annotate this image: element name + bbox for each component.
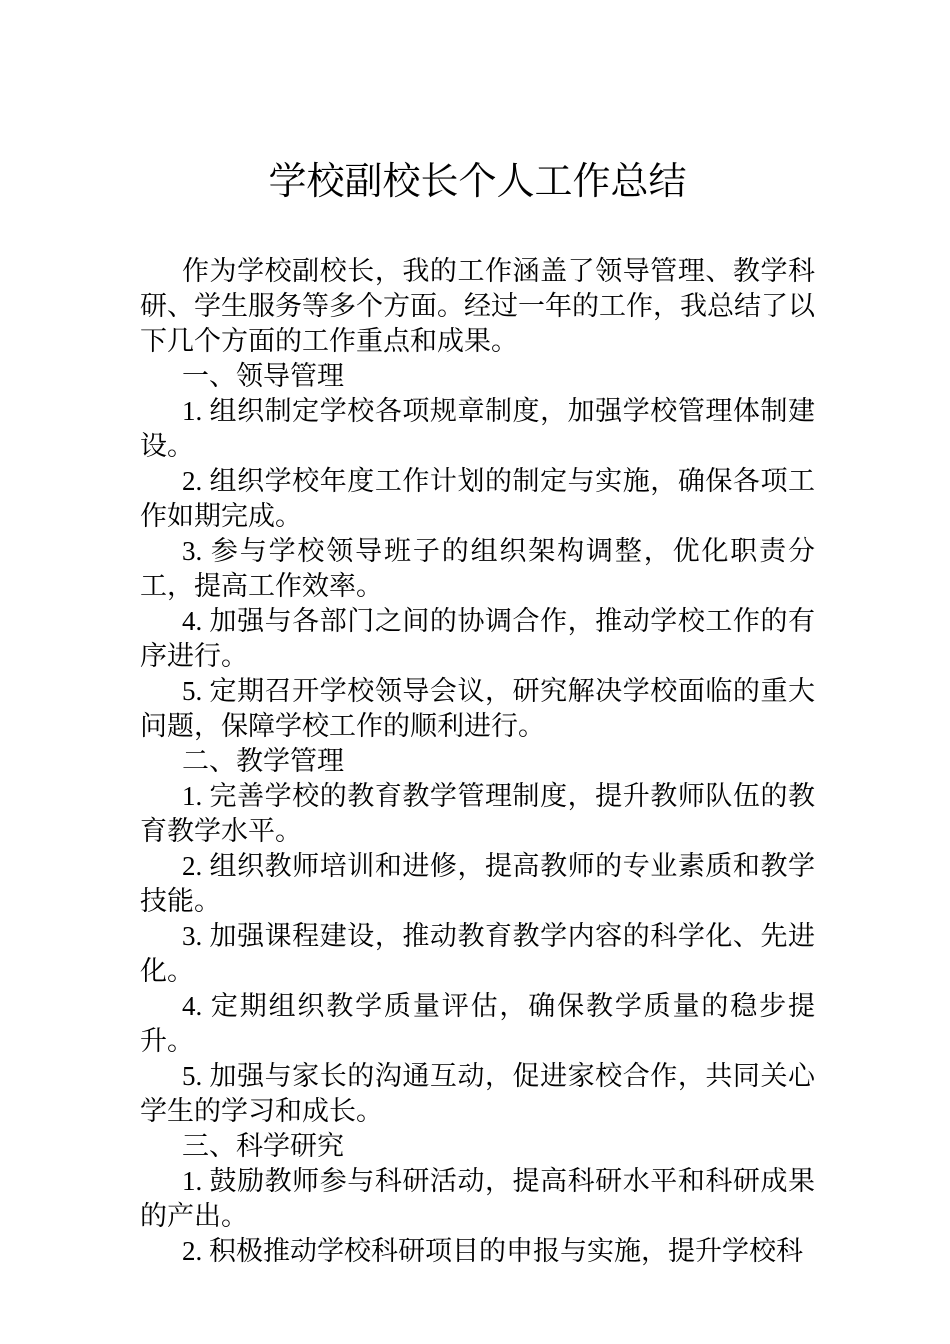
paragraph: 2. 积极推动学校科研项目的申报与实施，提升学校科 xyxy=(182,1235,803,1266)
paragraph: 2. 组织学校年度工作计划的制定与实施，确保各项工作如期完成。 xyxy=(140,465,815,531)
paragraph: 5. 定期召开学校领导会议，研究解决学校面临的重大问题，保障学校工作的顺利进行。 xyxy=(140,675,815,741)
document-title: 学校副校长个人工作总结 xyxy=(268,161,687,203)
paragraph: 二、教学管理 xyxy=(182,745,344,776)
paragraph: 3. 参与学校领导班子的组织架构调整，优化职责分工，提高工作效率。 xyxy=(140,535,815,601)
paragraph: 1. 组织制定学校各项规章制度，加强学校管理体制建设。 xyxy=(140,395,815,461)
paragraph: 2. 组织教师培训和进修，提高教师的专业素质和教学技能。 xyxy=(140,850,815,916)
paragraph: 4. 定期组织教学质量评估，确保教学质量的稳步提升。 xyxy=(140,990,815,1056)
paragraph: 4. 加强与各部门之间的协调合作，推动学校工作的有序进行。 xyxy=(140,605,815,671)
paragraph: 5. 加强与家长的沟通互动，促进家校合作，共同关心学生的学习和成长。 xyxy=(140,1060,815,1126)
paragraph: 作为学校副校长，我的工作涵盖了领导管理、教学科研、学生服务等多个方面。经过一年的工作，我总结了以下几个方面的工作重点和成果。 xyxy=(140,255,815,356)
paragraph: 一、领导管理 xyxy=(182,360,344,391)
document-body xyxy=(140,254,815,1269)
paragraph: 三、科学研究 xyxy=(182,1130,344,1161)
paragraph: 1. 完善学校的教育教学管理制度，提升教师队伍的教育教学水平。 xyxy=(140,780,815,846)
paragraph: 3. 加强课程建设，推动教育教学内容的科学化、先进化。 xyxy=(140,920,815,986)
paragraph: 1. 鼓励教师参与科研活动，提高科研水平和科研成果的产出。 xyxy=(140,1165,815,1231)
